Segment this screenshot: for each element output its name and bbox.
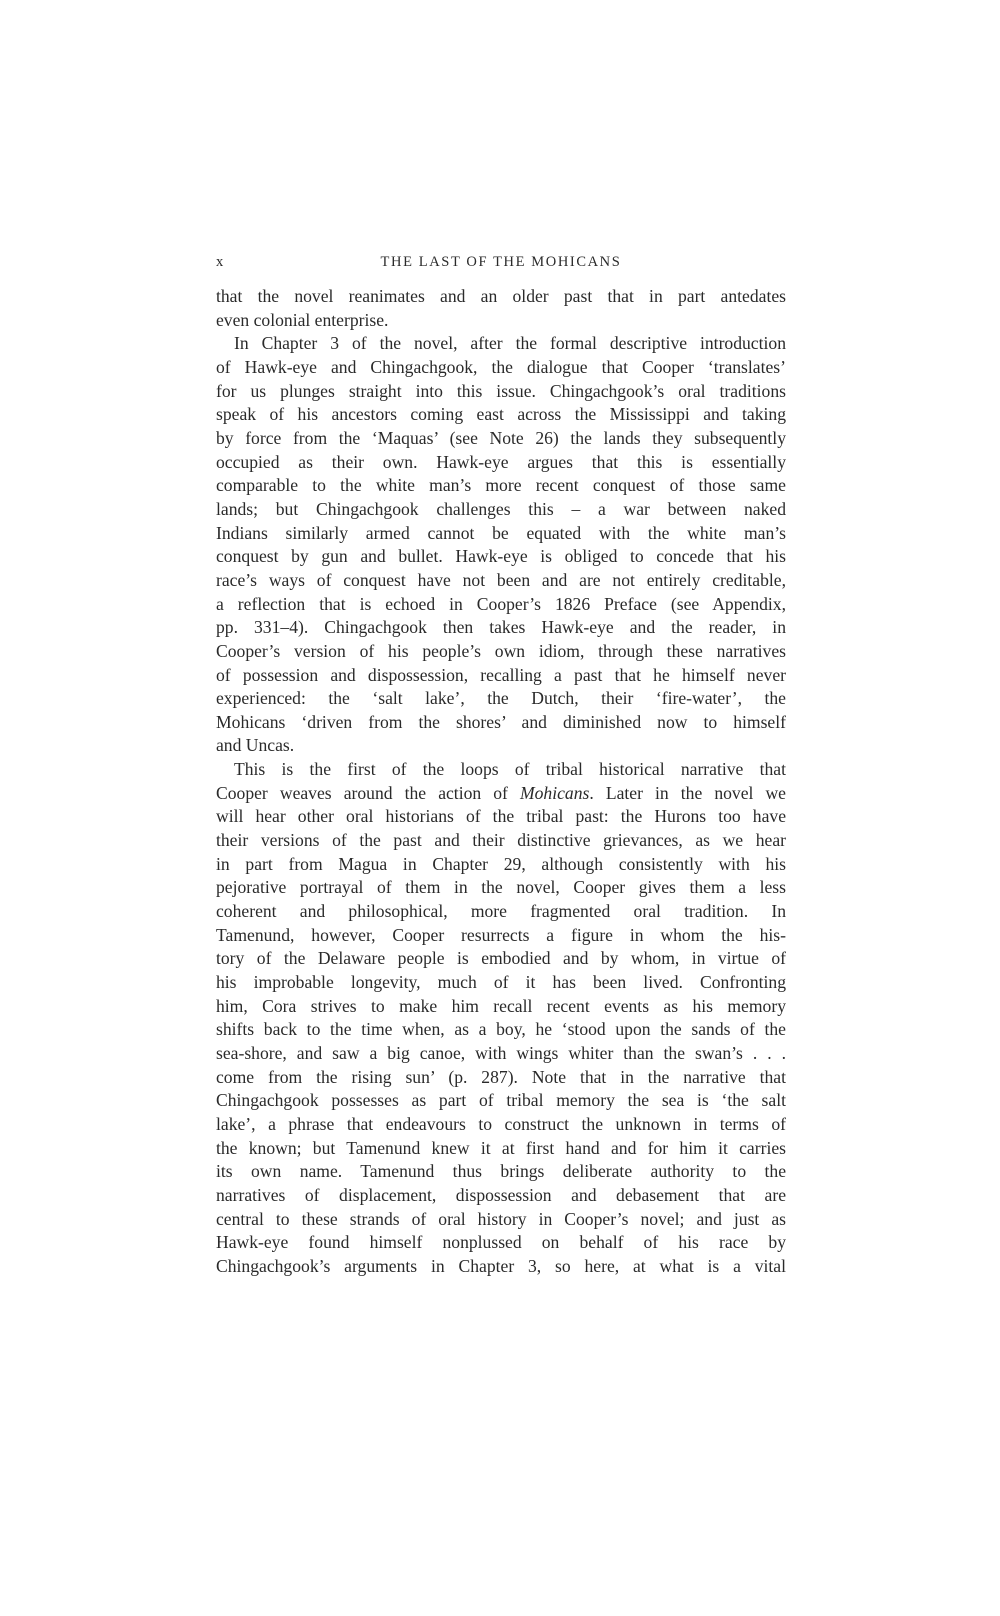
text-line: tory of the Delaware people is embodied and by whom, in virtue of xyxy=(216,948,786,969)
text-line: Mohicans ‘driven from the shores’ and diminished now to himself xyxy=(216,711,786,732)
text-line: race’s ways of conquest have not been and are not entirely creditable, xyxy=(216,569,786,590)
text-line xyxy=(216,782,786,806)
text-line: come from the rising sun’ (p. 287). Note that in the narrative that xyxy=(216,1066,786,1087)
text-line: conquest by gun and bullet. Hawk-eye is obliged to concede that his xyxy=(216,546,786,567)
text-line: Chingachgook’s arguments in Chapter 3, so here, at what is a vital xyxy=(216,1255,786,1276)
paragraph xyxy=(216,285,786,332)
text-line: In Chapter 3 of the novel, after the formal descriptive introduction xyxy=(234,333,786,354)
paragraph xyxy=(216,332,786,758)
text-line: a reflection that is echoed in Cooper’s 1826 Preface (see Appendix, xyxy=(216,593,786,614)
text-line: will hear other oral historians of the tribal past: the Hurons too have xyxy=(216,806,786,827)
text-segment: Cooper weaves around the action of xyxy=(216,782,520,803)
text-line: speak of his ancestors coming east across the Mississippi and taking xyxy=(216,404,786,425)
text-line: and Uncas. xyxy=(216,735,295,756)
running-head-title: THE LAST OF THE MOHICANS xyxy=(380,254,622,270)
body-text xyxy=(216,285,786,1279)
text-line: lake’, a phrase that endeavours to construct the unknown in terms of xyxy=(216,1113,786,1134)
text-line: lands; but Chingachgook challenges this – a war between naked xyxy=(216,498,786,519)
text-line: pp. 331–4). Chingachgook then takes Hawk-eye and the reader, in xyxy=(216,617,786,638)
text-line: the known; but Tamenund knew it at first hand and for him it carries xyxy=(216,1137,786,1158)
text-line: Chingachgook possesses as part of tribal memory the sea is ‘the salt xyxy=(216,1090,786,1111)
text-line: its own name. Tamenund thus brings deliberate authority to the xyxy=(216,1161,786,1182)
italic-title: Mohicans xyxy=(519,782,590,803)
text-line: coherent and philosophical, more fragmented oral tradition. In xyxy=(216,901,786,922)
text-line: Tamenund, however, Cooper resurrects a figure in whom the his- xyxy=(216,924,786,945)
text-line: even colonial enterprise. xyxy=(216,309,389,330)
text-line: that the novel reanimates and an older past that in part antedates xyxy=(216,286,786,306)
text-line: central to these strands of oral history in Cooper’s novel; and just as xyxy=(216,1208,786,1229)
text-line: in part from Magua in Chapter 29, although consistently with his xyxy=(216,853,786,874)
text-segment: . Later in the novel we xyxy=(589,782,786,803)
text-line: sea-shore, and saw a big canoe, with wings whiter than the swan’s . . . xyxy=(216,1043,786,1063)
text-line: occupied as their own. Hawk-eye argues that this is essentially xyxy=(216,451,786,472)
text-line: Hawk-eye found himself nonplussed on behalf of his race by xyxy=(216,1232,786,1253)
text-line: experienced: the ‘salt lake’, the Dutch, their ‘fire-water’, the xyxy=(216,688,786,709)
text-line: their versions of the past and their distinctive grievances, as we hear xyxy=(216,830,786,851)
text-line: Indians similarly armed cannot be equated with the white man’s xyxy=(216,522,786,543)
text-line: narratives of displacement, dispossession and debasement that are xyxy=(216,1184,786,1205)
text-line: of possession and dispossession, recalling a past that he himself never xyxy=(216,664,786,685)
page-number: x xyxy=(216,254,225,270)
text-line: him, Cora strives to make him recall recent events as his memory xyxy=(216,995,786,1016)
text-line: This is the first of the loops of tribal historical narrative that xyxy=(234,759,786,780)
text-line: his improbable longevity, much of it has been lived. Confronting xyxy=(216,972,786,993)
text-line: of Hawk-eye and Chingachgook, the dialogue that Cooper ‘translates’ xyxy=(216,356,786,377)
paragraph xyxy=(216,758,786,1278)
text-line: by force from the ‘Maquas’ (see Note 26) the lands they subsequently xyxy=(216,427,786,448)
text-line: Cooper’s version of his people’s own idiom, through these narratives xyxy=(216,640,786,661)
text-line: comparable to the white man’s more recent conquest of those same xyxy=(216,475,786,496)
text-line: for us plunges straight into this issue. Chingachgook’s oral traditions xyxy=(216,380,786,401)
text-line: shifts back to the time when, as a boy, he ‘stood upon the sands of the xyxy=(216,1019,786,1040)
text-line: pejorative portrayal of them in the novel, Cooper gives them a less xyxy=(216,877,786,898)
running-header xyxy=(216,254,786,276)
